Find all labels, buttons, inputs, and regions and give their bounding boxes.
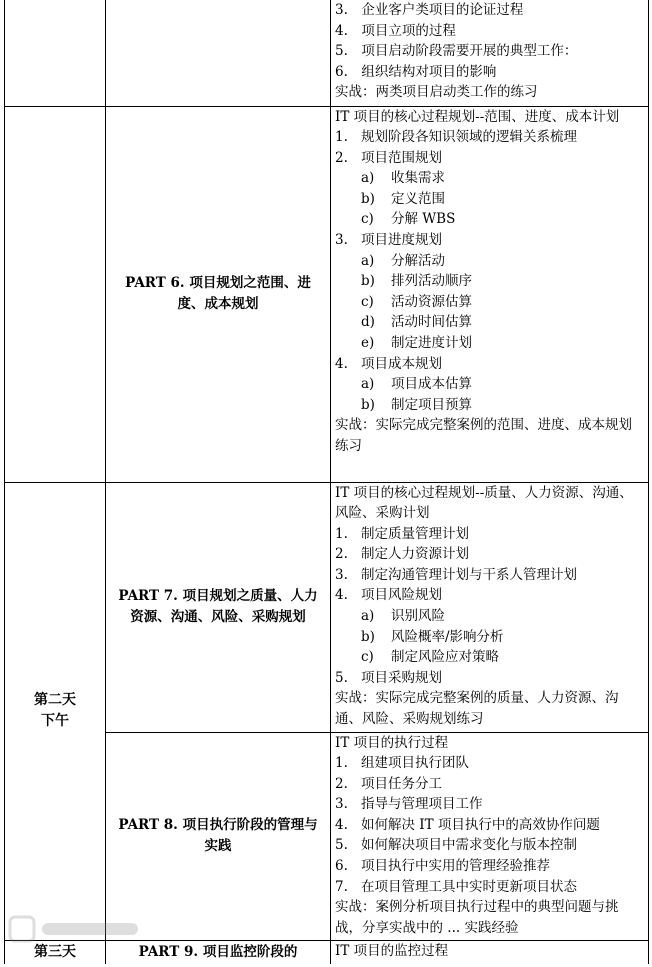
item-number: 5. [335, 837, 348, 854]
session-label: 下午 [41, 713, 69, 729]
item-text: 项目成本估算 [391, 376, 472, 393]
list-item: 3. 企业客户类项目的论证过程 [335, 2, 524, 18]
item-text: 规划阶段各知识领域的逻辑关系梳理 [361, 129, 577, 146]
list-item: 4. 项目立项的过程 [335, 22, 456, 39]
list-item [335, 668, 644, 689]
sub-list-item [335, 627, 644, 648]
item-number: a) [361, 608, 375, 625]
list-item [335, 148, 644, 169]
part-title: PART 9. 项目监控阶段的 [138, 943, 298, 960]
section-intro: IT 项目的核心过程规划--范围、进度、成本计划 [335, 108, 620, 125]
item-number: 1. [335, 129, 348, 146]
item-text: 项目风险规划 [361, 587, 442, 604]
list-item [335, 524, 644, 545]
item-text: 项目成本规划 [361, 355, 442, 372]
sub-list-item [335, 209, 644, 230]
item-text: 项目采购规划 [361, 669, 442, 686]
sub-list-item [335, 312, 644, 333]
item-text: 活动时间估算 [391, 314, 472, 331]
list-item [335, 877, 644, 898]
list-item [335, 856, 644, 877]
sub-list-item [335, 333, 644, 354]
list-item [335, 585, 644, 606]
part-cell [106, 482, 331, 732]
sub-list-item [335, 292, 644, 313]
item-text: 分解 WBS [391, 211, 456, 228]
sub-list-item [335, 374, 644, 395]
item-number: 4. [335, 816, 348, 833]
item-number: 5. [335, 669, 348, 686]
day-cell [5, 482, 106, 940]
list-item: 实战：两类项目启动类工作的练习 [335, 84, 538, 101]
list-item [335, 565, 644, 586]
item-number: 7. [335, 878, 348, 895]
item-text: 如何解决项目中需求变化与版本控制 [361, 837, 577, 854]
list-item [335, 815, 644, 836]
list-item: 6. 组织结构对项目的影响 [335, 63, 497, 80]
item-number: c) [361, 649, 374, 666]
item-text: 风险概率/影响分析 [391, 628, 504, 645]
sub-list-item [335, 189, 644, 210]
table-row [5, 0, 649, 106]
item-number: b) [361, 273, 375, 290]
item-number: a) [361, 170, 375, 187]
section-intro: IT 项目的监控过程 [335, 942, 449, 959]
item-text: 活动资源估算 [391, 293, 472, 310]
item-number: b) [361, 190, 375, 207]
sub-list-item [335, 395, 644, 416]
content-cell [331, 482, 649, 732]
item-number: 1. [335, 525, 348, 542]
part-title: PART 7. 项目规划之质量、人力资源、沟通、风险、采购规划 [118, 588, 318, 625]
content-list [335, 524, 644, 689]
item-text: 定义范围 [391, 190, 445, 207]
day-cell [5, 0, 106, 106]
item-text: 项目任务分工 [361, 775, 442, 792]
item-text: 分解活动 [391, 252, 445, 269]
item-number: b) [361, 628, 375, 645]
item-text: 识别风险 [391, 608, 445, 625]
item-number: a) [361, 376, 375, 393]
item-text: 制定人力资源计划 [361, 546, 469, 563]
watermark-icon [8, 914, 148, 944]
part-cell [106, 732, 331, 940]
sub-list-item [335, 168, 644, 189]
item-number: 3. [335, 232, 348, 249]
list-item [335, 774, 644, 795]
list-item [335, 354, 644, 375]
item-number: e) [361, 335, 375, 352]
practice-note: 实战：实际完成完整案例的范围、进度、成本规划练习 [335, 417, 632, 454]
item-number: 4. [335, 355, 348, 372]
item-number: 2. [335, 546, 348, 563]
item-text: 项目范围规划 [361, 149, 442, 166]
item-text: 项目进度规划 [361, 232, 442, 249]
content-cell [331, 732, 649, 940]
section-intro: IT 项目的核心过程规划--质量、人力资源、沟通、风险、采购计划 [335, 484, 633, 522]
item-text: 组建项目执行团队 [361, 755, 469, 772]
content-cell [331, 0, 649, 106]
item-number: 3. [335, 566, 348, 583]
item-text: 在项目管理工具中实时更新项目状态 [361, 878, 577, 895]
item-number: c) [361, 211, 374, 228]
item-text: 收集需求 [391, 170, 445, 187]
list-item: 5. 项目启动阶段需要开展的典型工作： [335, 43, 578, 60]
table-row [5, 482, 649, 732]
item-text: 排列活动顺序 [391, 273, 472, 290]
content-list [335, 753, 644, 897]
item-text: 制定风险应对策略 [391, 649, 499, 666]
list-item [335, 127, 644, 148]
part-title: PART 8. 项目执行阶段的管理与实践 [118, 817, 318, 854]
list-item [335, 753, 644, 774]
list-item [335, 230, 644, 251]
content-cell [331, 106, 649, 482]
watermark-logo [8, 914, 148, 944]
item-number: b) [361, 396, 375, 413]
item-text: 制定进度计划 [391, 335, 472, 352]
practice-note: 实战：实际完成完整案例的质量、人力资源、沟通、风险、采购规划练习 [335, 690, 619, 728]
item-number: d) [361, 314, 375, 331]
section-intro: IT 项目的执行过程 [335, 734, 449, 751]
item-number: 4. [335, 587, 348, 604]
sub-list-item [335, 271, 644, 292]
sub-list-item [335, 606, 644, 627]
practice-note: 实战：案例分析项目执行过程中的典型问题与挑战，分享实战中的 ... 实践经验 [335, 899, 619, 936]
content-list [335, 0, 644, 103]
item-text: 项目执行中实用的管理经验推荐 [361, 858, 550, 875]
part-cell [106, 106, 331, 482]
list-item [335, 544, 644, 565]
table-row [5, 106, 649, 482]
day-cell [5, 106, 106, 482]
list-item [335, 835, 644, 856]
item-number: 2. [335, 775, 348, 792]
part-title: PART 6. 项目规划之范围、进度、成本规划 [125, 275, 311, 312]
course-schedule-table [4, 0, 649, 964]
item-number: a) [361, 252, 375, 269]
sub-list-item [335, 251, 644, 272]
list-item [335, 794, 644, 815]
day-label: 第三天 [34, 943, 76, 960]
item-text: 制定沟通管理计划与干系人管理计划 [361, 566, 577, 583]
sub-list-item [335, 647, 644, 668]
day-label: 第二天 [34, 692, 76, 708]
item-text: 制定质量管理计划 [361, 525, 469, 542]
content-list [335, 127, 644, 415]
item-number: 1. [335, 755, 348, 772]
item-number: 6. [335, 858, 348, 875]
content-cell [331, 940, 649, 964]
item-number: 2. [335, 149, 348, 166]
part-cell [106, 0, 331, 106]
item-text: 制定项目预算 [391, 396, 472, 413]
item-text: 如何解决 IT 项目执行中的高效协作问题 [361, 816, 600, 833]
item-number: c) [361, 293, 374, 310]
item-number: 3. [335, 796, 348, 813]
item-text: 指导与管理项目工作 [361, 796, 483, 813]
